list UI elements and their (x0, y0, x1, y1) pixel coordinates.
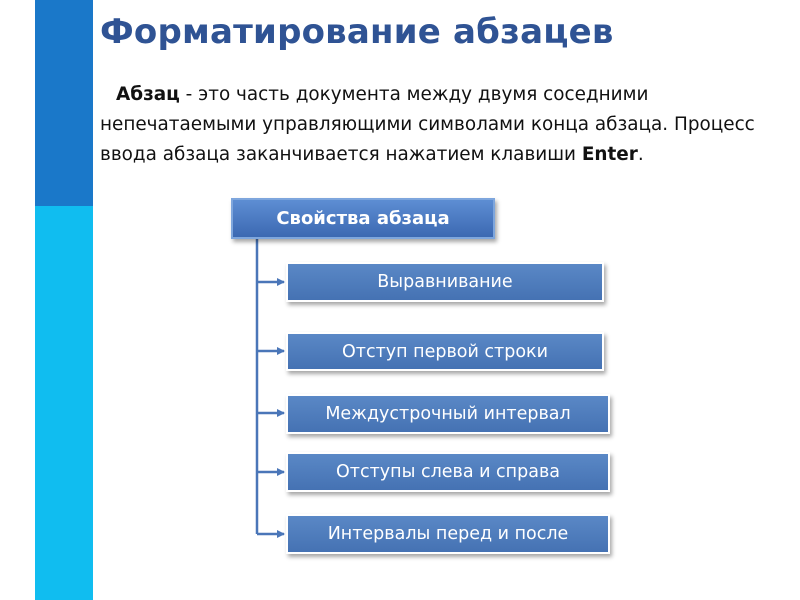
node-alignment: Выравнивание (286, 262, 604, 302)
node-spacing-before-after: Интервалы перед и после (286, 514, 610, 554)
node-left-right-indents: Отступы слева и справа (286, 452, 610, 492)
definition-text: - это часть документа между двумя соседними непечатаемыми управляющими символами конца абзаца. Процесс ввода абзаца заканчивается нажатием клавиши (100, 84, 755, 165)
node-first-line-indent: Отступ первой строки (286, 332, 604, 371)
node-line-spacing: Междустрочный интервал (286, 394, 610, 434)
definition-term: Абзац (116, 84, 180, 105)
slide-title: Форматирование абзацев (100, 12, 614, 52)
definition-end: . (637, 144, 644, 165)
enter-key-label: Enter (581, 144, 638, 165)
root-node-paragraph-properties: Свойства абзаца (231, 198, 495, 239)
